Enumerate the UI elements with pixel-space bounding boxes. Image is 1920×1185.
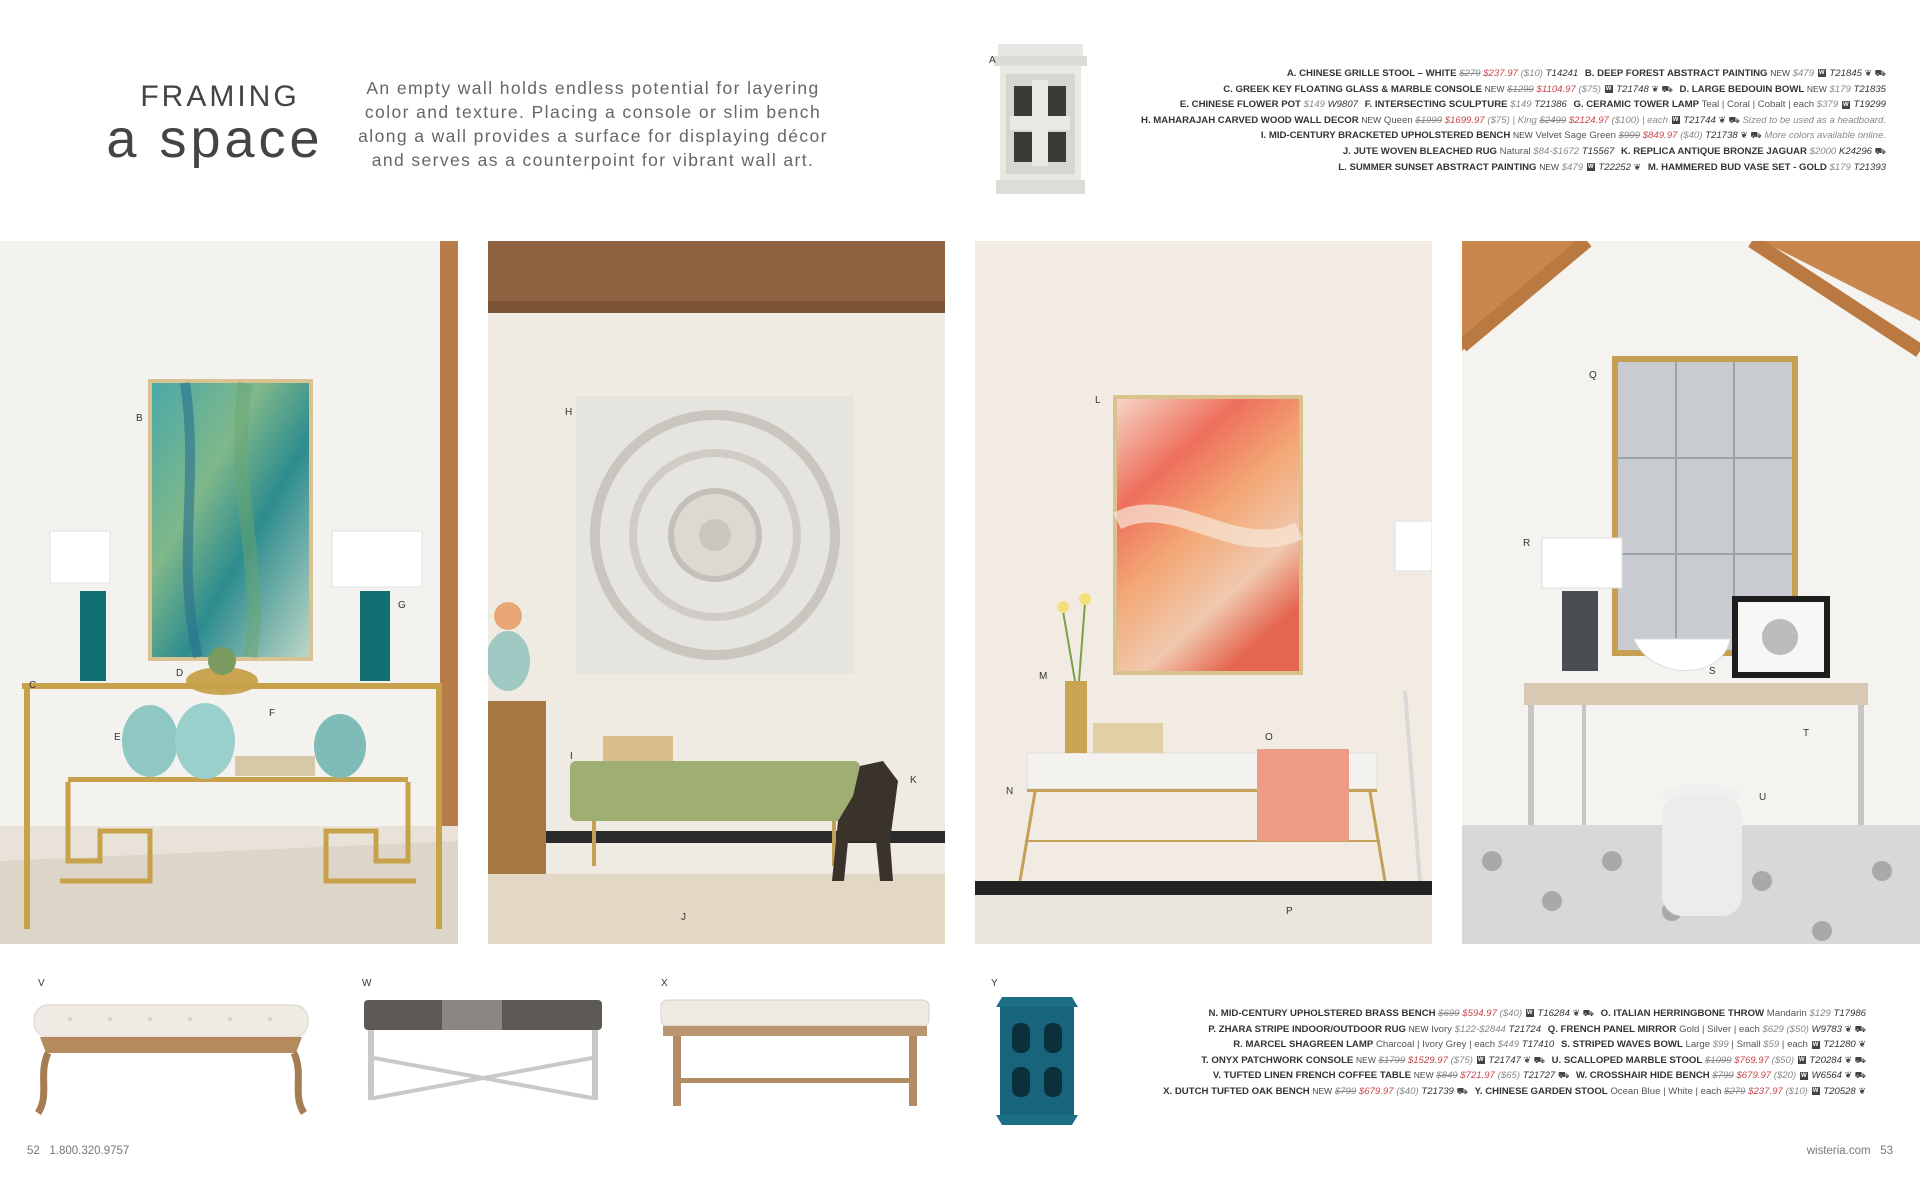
product-entry[interactable]: [1648, 162, 1886, 173]
original-price: $1999: [1415, 114, 1443, 126]
product-entry[interactable]: [1475, 1086, 1866, 1097]
footer-left: [27, 1145, 129, 1157]
label-p: P: [1286, 906, 1293, 917]
product-entry[interactable]: [1573, 99, 1886, 110]
exclusive-badge-icon: W: [1812, 1041, 1819, 1048]
product-y-garden-stool[interactable]: [994, 993, 1080, 1129]
product-price: $122-$2844: [1454, 1023, 1506, 1035]
sale-price: $237.97: [1483, 68, 1518, 79]
product-options: Charcoal | Ivory Grey | each: [1375, 1039, 1496, 1051]
shipping-surcharge: ($40): [1499, 1008, 1523, 1019]
original-price: $1099: [1704, 1054, 1732, 1066]
bottom-product-listing: [1163, 1006, 1870, 1100]
shipping-icon: ❦ ⛟: [1651, 83, 1673, 94]
listing-line: [1163, 1053, 1870, 1069]
product-sku: T17986: [1833, 1008, 1866, 1019]
sale-price: $594.97: [1462, 1008, 1497, 1019]
product-name: F. INTERSECTING SCULPTURE: [1364, 99, 1508, 111]
product-entry[interactable]: [1680, 84, 1886, 95]
product-price: $479: [1561, 161, 1584, 173]
product-sku: T22252: [1598, 161, 1631, 173]
listing-line: [1163, 1022, 1870, 1038]
original-price: $799: [1712, 1070, 1734, 1082]
new-tag: NEW: [1806, 83, 1827, 94]
product-name: R. MARCEL SHAGREEN LAMP: [1233, 1039, 1374, 1051]
shipping-icon: ❦ ⛟: [1740, 130, 1762, 141]
product-sku: T20284: [1809, 1054, 1842, 1066]
product-options: Ivory: [1431, 1023, 1452, 1035]
product-entry[interactable]: [1209, 1008, 1597, 1019]
exclusive-badge-icon: W: [1672, 117, 1679, 124]
sale-price: $237.97: [1748, 1085, 1783, 1097]
intro-paragraph: An empty wall holds endless potential for layering color and texture. Placing a console or slim bench along a wall provides a surface for displaying décor and serves as a counterpoint for vibrant wall art.: [358, 78, 828, 170]
product-sku: T20528: [1823, 1085, 1856, 1097]
product-entry[interactable]: [1621, 146, 1886, 157]
original-price: $999: [1618, 130, 1641, 142]
exclusive-badge-icon: W: [1605, 86, 1612, 93]
product-name: T. ONYX PATCHWORK CONSOLE: [1201, 1054, 1354, 1066]
product-entry[interactable]: [1180, 99, 1361, 110]
product-name: K. REPLICA ANTIQUE BRONZE JAGUAR: [1621, 145, 1807, 157]
product-price: $129: [1809, 1008, 1831, 1019]
product-options: Velvet Sage Green: [1535, 130, 1617, 142]
product-sku: T21724: [1508, 1023, 1542, 1035]
product-options: Gold | Silver | each: [1679, 1023, 1760, 1035]
sale-price: $2124.97: [1568, 114, 1609, 126]
product-name: C. GREEK KEY FLOATING GLASS & MARBLE CONSOLE: [1223, 83, 1482, 95]
listing-line: [1141, 97, 1890, 113]
label-t: T: [1803, 728, 1810, 739]
product-options: Ocean Blue | White | each: [1610, 1085, 1722, 1097]
product-sku: T15567: [1581, 145, 1615, 157]
shipping-icon: ❦: [1858, 1085, 1866, 1096]
product-entry[interactable]: [1548, 1024, 1866, 1035]
shipping-icon: ⛟: [1557, 1070, 1570, 1081]
shipping-icon: ❦ ⛟: [1718, 114, 1740, 125]
product-x-oak-bench[interactable]: [659, 998, 931, 1108]
top-product-listing: [1141, 66, 1890, 175]
product-sku: T21280: [1823, 1039, 1856, 1051]
product-sku: T21739: [1421, 1085, 1454, 1097]
sale-price: $849.97: [1642, 130, 1678, 142]
product-name: J. JUTE WOVEN BLEACHED RUG: [1342, 145, 1497, 157]
exclusive-badge-icon: W: [1801, 1072, 1807, 1079]
product-sku: W6564: [1811, 1070, 1842, 1082]
shipping-icon: ❦ ⛟: [1864, 68, 1886, 78]
phone-number: 1.800.320.9757: [49, 1145, 130, 1157]
new-tag: NEW: [1408, 1023, 1429, 1034]
shipping-icon: ❦ ⛟: [1844, 1054, 1866, 1065]
label-d: D: [176, 668, 184, 679]
original-price: $799: [1334, 1085, 1357, 1097]
product-price: $629 ($50): [1762, 1023, 1809, 1035]
product-name: S. STRIPED WAVES BOWL: [1560, 1039, 1683, 1051]
product-entry[interactable]: [1201, 1055, 1547, 1066]
listing-line: [1141, 82, 1890, 98]
product-name: E. CHINESE FLOWER POT: [1179, 99, 1301, 111]
product-entry[interactable]: [1585, 68, 1886, 79]
exclusive-badge-icon: W: [1812, 1088, 1819, 1095]
new-tag: NEW: [1361, 114, 1382, 125]
sale-price: $1104.97: [1536, 83, 1576, 95]
product-name: G. CERAMIC TOWER LAMP: [1573, 99, 1700, 111]
label-s: S: [1709, 666, 1716, 677]
listing-line: [1163, 1084, 1870, 1100]
product-name: I. MID-CENTURY BRACKETED UPHOLSTERED BENCH: [1260, 130, 1511, 142]
shipping-icon: ❦: [1633, 161, 1642, 172]
label-b: B: [136, 413, 143, 424]
listing-line: [1163, 1037, 1870, 1053]
product-w-hide-bench[interactable]: [362, 998, 604, 1104]
exclusive-badge-icon: W: [1798, 1057, 1805, 1064]
product-name: H. MAHARAJAH CARVED WOOD WALL DECOR: [1141, 114, 1359, 126]
product-entry[interactable]: [1261, 130, 1886, 141]
product-note: Sized to be used as a headboard.: [1742, 114, 1886, 126]
product-entry[interactable]: [1208, 1024, 1544, 1035]
product-sku: T21727: [1522, 1070, 1556, 1082]
product-price: $84-$1672: [1533, 145, 1580, 157]
exclusive-badge-icon: W: [1477, 1057, 1484, 1064]
website-link[interactable]: wisteria.com: [1806, 1145, 1871, 1157]
shipping-icon: ❦ ⛟: [1572, 1008, 1594, 1018]
new-tag: NEW: [1484, 83, 1505, 94]
shipping-surcharge: ($75): [1578, 83, 1601, 95]
original-price: $1299: [1507, 83, 1534, 95]
new-tag: NEW: [1413, 1070, 1434, 1081]
photo-bench-vignette: [488, 241, 945, 944]
label-f: F: [269, 708, 276, 719]
original-price: $2499: [1539, 114, 1567, 126]
exclusive-badge-icon: W: [1842, 101, 1849, 108]
product-options: | Small: [1731, 1039, 1761, 1051]
new-tag: NEW: [1312, 1085, 1333, 1096]
photo-mirror-vignette: [1462, 241, 1920, 944]
shipping-icon: ⛟: [1874, 145, 1886, 156]
sale-price: $1529.97: [1407, 1054, 1448, 1066]
product-entry[interactable]: [1576, 1070, 1866, 1081]
label-j: J: [681, 912, 686, 923]
original-price: $699: [1438, 1008, 1460, 1019]
listing-line: [1141, 128, 1890, 144]
product-name: N. MID-CENTURY UPHOLSTERED BRASS BENCH: [1208, 1008, 1436, 1019]
product-price: $179: [1829, 161, 1851, 173]
product-price: $449: [1497, 1039, 1520, 1051]
page-number-left: 52: [27, 1145, 40, 1157]
label-m: M: [1039, 671, 1048, 682]
product-entry[interactable]: [1287, 68, 1581, 79]
product-name: P. ZHARA STRIPE INDOOR/OUTDOOR RUG: [1208, 1023, 1406, 1035]
product-sku: T21747: [1488, 1054, 1521, 1066]
shipping-surcharge: ($75): [1450, 1054, 1473, 1066]
exclusive-badge-icon: W: [1526, 1010, 1533, 1017]
product-name: A. CHINESE GRILLE STOOL – WHITE: [1286, 68, 1457, 79]
footer-right: [1807, 1145, 1893, 1157]
product-entry[interactable]: [1343, 146, 1617, 157]
label-g: G: [398, 600, 406, 611]
original-price: $1799: [1378, 1054, 1406, 1066]
product-options: Queen: [1383, 114, 1413, 126]
label-c: C: [29, 680, 37, 691]
listing-line: [1163, 1006, 1870, 1022]
product-sku: T21845: [1829, 68, 1862, 79]
product-sku: T21744: [1683, 114, 1716, 126]
shipping-surcharge: ($100) | each: [1611, 114, 1668, 126]
shipping-icon: ❦ ⛟: [1844, 1023, 1866, 1034]
new-tag: NEW: [1512, 130, 1533, 141]
product-name: L. SUMMER SUNSET ABSTRACT PAINTING: [1338, 161, 1537, 173]
product-entry[interactable]: [1233, 1039, 1557, 1050]
product-options: Large: [1685, 1039, 1711, 1051]
product-a-grille-stool[interactable]: [988, 40, 1093, 198]
product-entry[interactable]: [1223, 84, 1675, 95]
product-entry[interactable]: [1561, 1039, 1866, 1050]
label-o: O: [1265, 732, 1273, 743]
product-sku: T21386: [1534, 99, 1567, 111]
label-n: N: [1006, 786, 1014, 797]
product-entry[interactable]: [1601, 1008, 1866, 1019]
shipping-surcharge: ($10): [1520, 68, 1543, 79]
shipping-surcharge: ($75) | King: [1487, 114, 1537, 126]
label-x: X: [661, 978, 668, 989]
label-k: K: [910, 775, 917, 786]
product-name: V. TUFTED LINEN FRENCH COFFEE TABLE: [1212, 1070, 1412, 1082]
product-entry[interactable]: [1163, 1086, 1470, 1097]
photo-brass-bench-vignette: [975, 241, 1432, 944]
product-options: Natural: [1499, 145, 1531, 157]
product-sku: T21835: [1853, 83, 1886, 95]
product-sku: T21738: [1705, 130, 1738, 142]
label-w: W: [362, 978, 372, 989]
product-sku: T21393: [1853, 161, 1886, 173]
photo-console-vignette: [0, 241, 458, 944]
shipping-icon: ⛟: [1456, 1085, 1468, 1096]
listing-line: [1141, 66, 1890, 82]
product-name: Q. FRENCH PANEL MIRROR: [1547, 1023, 1677, 1035]
product-sku: W9783: [1811, 1023, 1842, 1035]
shipping-surcharge: ($40): [1680, 130, 1703, 142]
label-r: R: [1523, 538, 1531, 549]
shipping-surcharge: ($50): [1771, 1054, 1795, 1066]
shipping-icon: ❦: [1858, 1039, 1866, 1050]
shipping-icon: ❦ ⛟: [1844, 1070, 1866, 1081]
shipping-surcharge: ($40): [1396, 1085, 1419, 1097]
product-sku: W9807: [1327, 99, 1359, 111]
product-entry[interactable]: [1365, 99, 1570, 110]
shipping-icon: ❦ ⛟: [1523, 1054, 1545, 1065]
product-entry[interactable]: [1338, 162, 1644, 173]
product-name: O. ITALIAN HERRINGBONE THROW: [1600, 1008, 1765, 1019]
product-note: More colors available online.: [1764, 130, 1886, 142]
label-i: I: [570, 751, 573, 762]
product-name: M. HAMMERED BUD VASE SET - GOLD: [1647, 161, 1827, 173]
sale-price: $679.97: [1358, 1085, 1394, 1097]
shipping-surcharge: ($10): [1785, 1085, 1808, 1097]
product-sku: K24296: [1838, 145, 1872, 157]
product-sku: T16284: [1537, 1008, 1570, 1019]
sale-price: $1699.97: [1444, 114, 1485, 126]
listing-line: [1141, 160, 1890, 176]
product-price: $149: [1510, 99, 1532, 111]
product-price: $179: [1829, 83, 1851, 95]
shipping-surcharge: ($20): [1773, 1070, 1797, 1082]
original-price: $279: [1459, 68, 1481, 79]
listing-line: [1141, 144, 1890, 160]
product-price: $149: [1303, 99, 1325, 111]
product-price: $479: [1792, 68, 1815, 79]
product-sku: T19299: [1853, 99, 1886, 111]
product-price: $379: [1816, 99, 1839, 111]
product-entry[interactable]: [1213, 1070, 1572, 1081]
product-options: | each: [1781, 1039, 1808, 1051]
product-price: $99: [1712, 1039, 1729, 1051]
new-tag: NEW: [1356, 1054, 1376, 1065]
product-name: D. LARGE BEDOUIN BOWL: [1679, 83, 1805, 95]
product-sku: T17410: [1521, 1039, 1555, 1051]
original-price: $849: [1436, 1070, 1458, 1082]
label-u: U: [1759, 792, 1767, 803]
headline-a-space: a space: [106, 109, 324, 169]
exclusive-badge-icon: W: [1818, 70, 1825, 77]
exclusive-badge-icon: W: [1587, 164, 1594, 171]
new-tag: NEW: [1539, 161, 1560, 172]
page-number-right: 53: [1880, 1145, 1893, 1157]
sale-price: $679.97: [1736, 1070, 1772, 1082]
product-name: W. CROSSHAIR HIDE BENCH: [1575, 1070, 1710, 1082]
product-sku: T21748: [1616, 83, 1649, 95]
product-price: $59: [1763, 1039, 1780, 1051]
label-a: A: [989, 55, 996, 66]
product-options: Mandarin: [1766, 1008, 1807, 1019]
product-name: X. DUTCH TUFTED OAK BENCH: [1163, 1085, 1310, 1097]
label-y: Y: [991, 978, 998, 989]
product-name: B. DEEP FOREST ABSTRACT PAINTING: [1584, 68, 1768, 79]
label-q: Q: [1589, 370, 1597, 381]
product-sku: T14241: [1545, 68, 1579, 79]
product-options: Teal | Coral | Cobalt | each: [1701, 99, 1815, 111]
product-v-coffee-table[interactable]: [30, 995, 312, 1117]
label-v: V: [38, 978, 45, 989]
shipping-surcharge: ($65): [1497, 1070, 1521, 1082]
product-price: $2000: [1809, 145, 1837, 157]
label-l: L: [1095, 395, 1101, 406]
headline-framing: FRAMING: [140, 80, 300, 113]
original-price: $279: [1724, 1085, 1746, 1097]
label-e: E: [114, 732, 121, 743]
product-name: U. SCALLOPED MARBLE STOOL: [1551, 1054, 1703, 1066]
new-tag: NEW: [1770, 68, 1791, 78]
product-name: Y. CHINESE GARDEN STOOL: [1474, 1085, 1608, 1097]
product-entry[interactable]: [1141, 115, 1886, 126]
listing-line: [1163, 1068, 1870, 1084]
sale-price: $769.97: [1734, 1054, 1769, 1066]
listing-line: [1141, 113, 1890, 129]
product-entry[interactable]: [1552, 1055, 1866, 1066]
sale-price: $721.97: [1460, 1070, 1495, 1082]
label-h: H: [565, 407, 573, 418]
